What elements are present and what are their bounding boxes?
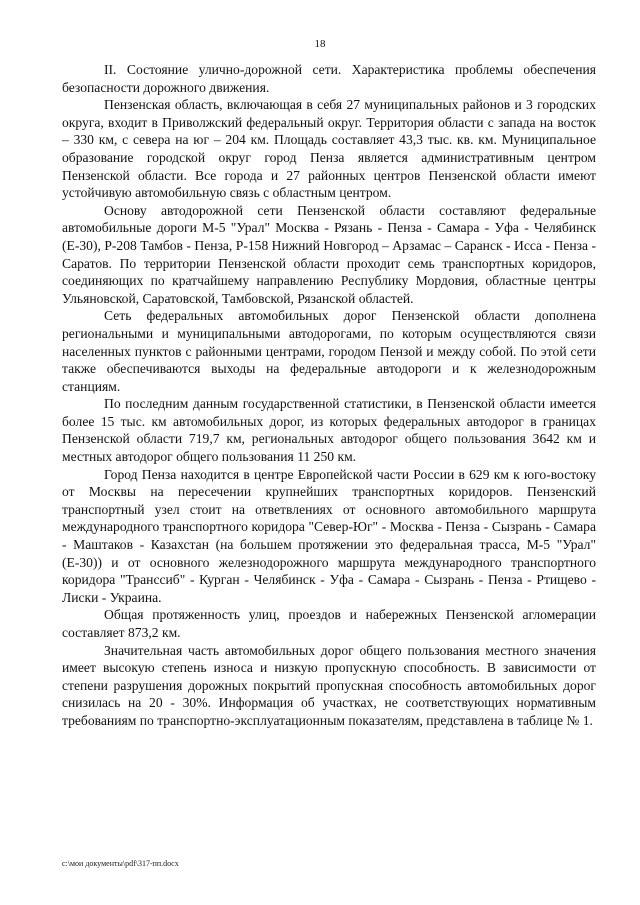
transport-hub-paragraph: Город Пенза находится в центре Европейской части России в 629 км к юго-востоку от Москвы на пересечении крупнейших транспортных коридоров. Пензенский транспортный узел стоит на ответвлениях от основного автомобильного маршрута международного транспортного коридора "Север-Юг" - Москва - Пенза - Сызрань - Самара - Маштаков - Казахстан (на большем протяжении это федеральная трасса, М-5 "Урал" (Е-30)) и от основного железнодорожного маршрута международного транспортного коридора "Транссиб" - Курган - Челябинск - Уфа - Самара - Сызрань - Пенза - Ртищево - Лиски - Украина.: [62, 466, 596, 605]
section-heading-paragraph: II. Состояние улично-дорожной сети. Характеристика проблемы обеспечения безопасности дорожного движения.: [62, 62, 596, 95]
street-length-paragraph: Общая протяженность улиц, проездов и набережных Пензенской агломерации составляет 873,2 км.: [62, 607, 596, 640]
footer-file-path: c:\мои документы\pdf\317-пп.docx: [62, 859, 179, 868]
regional-network-paragraph: Сеть федеральных автомобильных дорог Пензенской области дополнена региональными и муниципальными автодорогами, по которым осуществляются связи населенных пунктов с районными центрами, городом Пензой и между собой. По этой сети также обеспечиваются выходы на федеральные автодороги и к железнодорожным станциям.: [62, 308, 596, 394]
page-number: 18: [314, 38, 326, 50]
region-overview-paragraph: Пензенская область, включающая в себя 27 муниципальных районов и 3 городских округа, входит в Приволжский федеральный округ. Территория области с запада на восток – 330 км, с севера на юг – 204 км. Площадь составляет 43,3 тыс. кв. км. Муниципальное образование городской округ город Пенза является административным центром Пензенской области. Все города и 27 районных центров Пензенской области имеют устойчивую автомобильную связь с областным центром.: [62, 97, 596, 201]
road-condition-paragraph: Значительная часть автомобильных дорог общего пользования местного значения имеет высокую степень износа и низкую пропускную способность. В зависимости от степени разрушения дорожных покрытий пропускная способность автомобильных дорог снизилась на 20 - 30%. Информация об участках, не соответствующих нормативным требованиям по транспортно-эксплуатационным показателям, представлена в таблице № 1.: [62, 642, 596, 728]
road-statistics-paragraph: По последним данным государственной статистики, в Пензенской области имеется более 15 тыс. км автомобильных дорог, из которых федеральных автодорог в границах Пензенской области 719,7 км, региональных автодорог общего пользования 3642 км и местных автодорог общего пользования 11 250 км.: [62, 396, 596, 465]
federal-roads-paragraph: Основу автодорожной сети Пензенской области составляют федеральные автомобильные дороги М-5 "Урал" Москва - Рязань - Пенза - Самара - Уфа - Челябинск (Е-30), Р-208 Тамбов - Пенза, Р-158 Нижний Новгород – Арзамас – Саранск - Исса - Пенза - Саратов. По территории Пензенской области проходит семь транспортных коридоров, соединяющих по кратчайшему направлению Республику Мордовия, областные центры Ульяновской, Саратовской, Тамбовской, Рязанской областей.: [62, 202, 596, 306]
document-body: [62, 61, 596, 730]
